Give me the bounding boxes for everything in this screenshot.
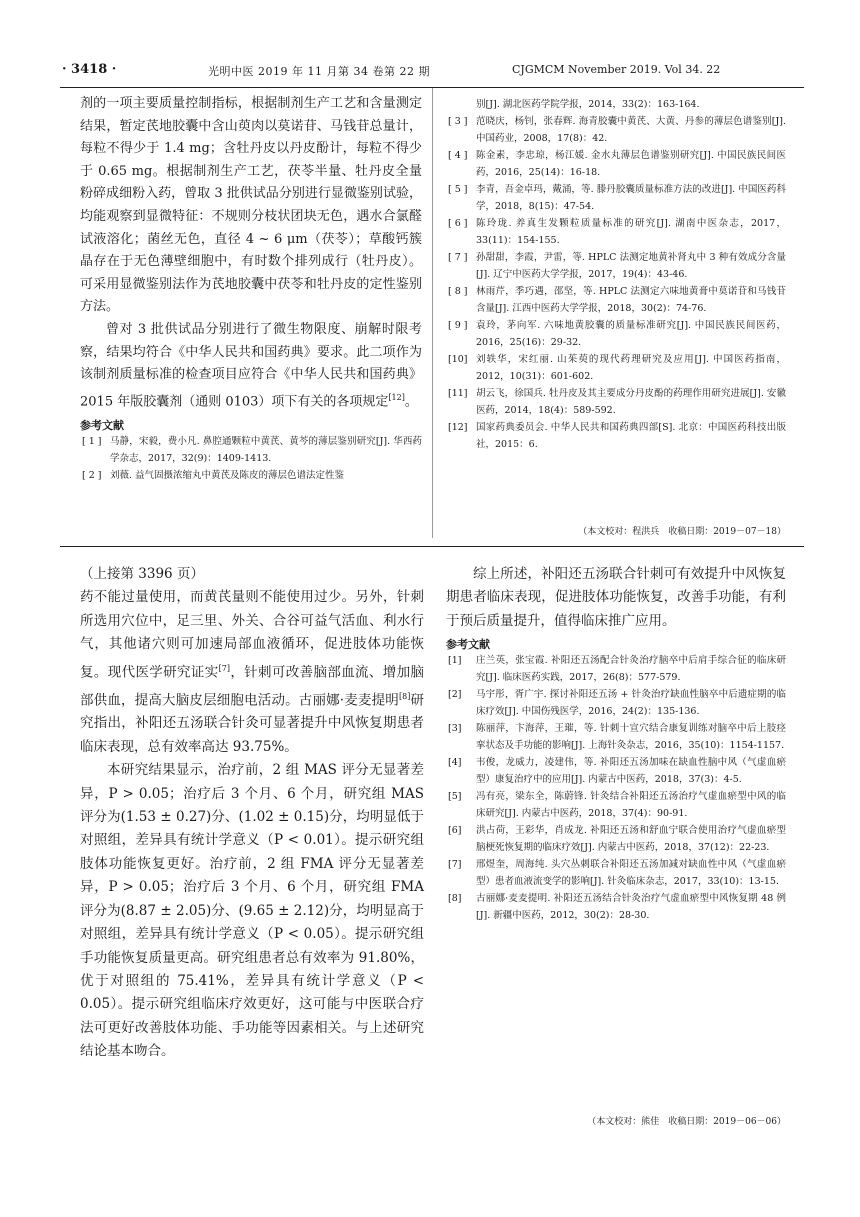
reference-text: 陈玲珑. 养真生发颗粒质量标准的研究[J]. 湖南中医杂志，2017，33(11)：154-155. [476,218,786,246]
reference-text: 古丽娜·麦麦提明. 补阳还五汤结合针灸治疗气虚血瘀型中风恢复期 48 例[J]. 新疆中医药，2012，30(2)：28-30. [476,893,786,922]
paragraph-text: 曾对 3 批供试品分别进行了微生物限度、崩解时限考察，结果均符合《中华人民共和国药典》要求。此二项作为该制剂质量标准的检查项目应符合《中华人民共和国药典》2015 年版胶囊剂（通则 0103）项下有关的各项规定 [80,321,422,410]
page-header [60,60,804,88]
reference-number: [12] [448,422,468,433]
reference-item [446,890,786,924]
reference-text: 陈丽萍，卞海萍，王璀，等. 针刺十宣穴结合康复训练对脑卒中后上肢痉挛状态及手功能的影响[J]. 上海针灸杂志，2016，35(10)：1154-1157. [476,723,786,752]
citation: [8] [398,691,411,701]
reference-text: 邢煜奎，周海纯. 头穴丛刺联合补阳还五汤加减对缺血性中风（气虚血瘀型）患者血液流变学的影响[J]. 针灸临床杂志，2017，33(10)：13-15. [476,859,786,888]
proofread-note: （本文校对：程洪兵 收稿日期：2019－07－18） [578,527,786,537]
reference-item [446,419,786,453]
references-heading: 参考文献 [446,638,490,652]
reference-text: 范晓庆，杨钊，张春辉. 海青胶囊中黄芪、大黄、丹参的薄层色谱鉴别[J]. 中国药业，2008，17(8)：42. [476,116,786,144]
reference-text: 刘薇. 益气固摄浓缩丸中黄芪及陈皮的薄层色谱法定性鉴 [110,469,345,481]
reference-number: [5] [448,791,462,803]
reference-item [446,351,786,385]
paragraph-text: 研究指出，补阳还五汤联合针灸可显著提升中风恢复期患者临床表现，总有效率高达 93.75%。 [80,692,425,755]
reference-text: 袁玲，茅向军. 六味地黄胶囊的质量标准研究[J]. 中国民族民间医药，2016，25(16)：29-32. [476,320,786,348]
reference-item [446,317,786,351]
reference-item [446,788,786,822]
reference-continuation [446,96,786,113]
journal-title-en: CJGMCM November 2019. Vol 34. 22 [512,63,721,76]
reference-number: [11] [448,388,468,399]
reference-text: 别[J]. 湖北医药学院学报，2014，33(2)：163-164. [476,99,700,110]
reference-number: [ 9 ] [448,320,468,331]
reference-text: 庄兰英，张宝霞. 补阳还五汤配合针灸治疗脑卒中后肩手综合征的临床研究[J]. 临床医药实践，2017，26(8)：577-579. [476,655,786,684]
reference-text: 林雨芹，季巧遇，邵坚，等. HPLC 法测定六味地黄膏中莫诺苷和马钱苷含量[J]. 江西中医药大学学报，2018，30(2)：74-76. [476,286,786,314]
paragraph-text: 药不能过量使用，而黄芪量则不能使用过少。另外，针刺所选用穴位中，足三里、外关、合谷可益气活血、利水行气，其他诸穴则可加速局部血液循环，促进肢体功能恢复。现代医学研究证实 [80,589,424,681]
reference-text: 陈金素，李忠琼，杨江媛. 金水丸薄层色谱鉴别研究[J]. 中国民族民间医药，2016，25(14)：16-18. [476,150,786,178]
reference-number: [8] [448,893,462,905]
reference-text: 李青，吾金卓玛，戴涌，等. 滕丹胶囊质量标准方法的改进[J]. 中国医药科学，2018，8(15)：47-54. [476,184,786,212]
top-left-column [80,93,422,484]
article-divider [60,546,804,547]
conclusion-paragraph: 综上所述，补阳还五汤联合针刺可有效提升中风恢复期患者临床表现，促进肢体功能恢复，改善手功能，有利于预后质量提升，值得临床推广应用。 [446,566,786,629]
proofread-note: （本文校对：熊佳 收稿日期：2019－06－06） [587,1117,786,1127]
paragraph: 本研究结果显示，治疗前，2 组 MAS 评分无显著差异，P > 0.05；治疗后 3 个月、6 个月，研究组 MAS 评分为(1.53 ± 0.27)分、(1.02 ± 0.15)分，均明显低于对照组，差异具有统计学意义（P < 0.01）。提示研究组肢体功能恢复更好。治疗前，2 组 FMA 评分无显著差异，P > 0.05；治疗后 3 个月、6 个月，研究组 FMA 评分为(8.87 ± 2.05)分、(9.65 ± 2.12)分，均明显高于对照组，差异具有统计学意义（P < 0.05）。提示研究组手功能恢复质量更高。研究组患者总有效率为 91.80%，优于对照组的 75.41%，差异具有统计学意义（P < 0.05）。提示研究组临床疗效更好，这可能与中医联合疗法可更好改善肢体功能、手功能等因素相关。与上述研究结论基本吻合。 [80,762,424,1060]
reference-number: [4] [448,757,462,769]
citation: [12] [388,392,405,402]
reference-number: [10] [448,354,468,365]
reference-number: [ 3 ] [448,116,468,127]
reference-item [446,181,786,215]
references-list [80,433,422,484]
reference-text: 冯有亮，梁东全，陈蔚锋. 针灸结合补阳还五汤治疗气虚血瘀型中风的临床研究[J]. 内蒙古中医药，2018，37(4)：90-91. [476,791,786,820]
reference-text: 国家药典委员会. 中华人民共和国药典四部[S]. 北京：中国医药科技出版社，2015：6. [476,422,786,450]
reference-number: [7] [448,859,462,871]
reference-number: [ 5 ] [448,184,468,195]
citation: [7] [218,663,230,673]
reference-number: [2] [448,689,462,701]
reference-text: 马静，宋毅，费小凡. 鼻腔通颗粒中黄芪、黄芩的薄层鉴别研究[J]. 华西药学杂志，2017，32(9)：1409-1413. [110,435,422,464]
reference-item [446,856,786,890]
reference-text: 孙甜甜，李霞，尹雷，等. HPLC 法测定地黄补肾丸中 3 种有效成分含量[J]. 辽宁中医药大学学报，2017，19(4)：43-46. [476,252,786,280]
reference-number: [ 6 ] [448,218,468,229]
paragraph [80,319,422,414]
reference-number: [3] [448,723,462,735]
column-divider [432,88,433,538]
reference-number: [ 2 ] [82,469,102,481]
reference-item [80,433,422,467]
references-heading: 参考文献 [80,418,124,432]
reference-item [446,113,786,147]
reference-item [446,754,786,788]
bottom-right-column [446,563,786,924]
reference-item [446,720,786,754]
bottom-left-column [80,563,424,1064]
reference-text: 洪占荷，王彩华，肖成龙. 补阳还五汤和舒血宁联合使用治疗气虚血瘀型脑梗死恢复期的临床疗效[J]. 内蒙古中医药，2018，37(12)：22-23. [476,825,786,854]
reference-item [446,385,786,419]
reference-number: [ 8 ] [448,286,468,297]
reference-text: 刘轶华，宋红丽. 山茱萸的现代药理研究及应用[J]. 中国医药指南，2012，10(31)：601-602. [476,354,786,382]
reference-item [446,249,786,283]
reference-number: [ 7 ] [448,252,468,263]
paragraph-text: ，针刺可改善脑部血流、增加脑部供血，提高大脑皮层细胞电活动。古丽娜·麦麦提明 [80,664,425,709]
reference-number: [1] [448,655,462,667]
reference-item [80,467,422,484]
continued-note: （上接第 3396 页） [80,566,204,582]
reference-item [446,215,786,249]
paragraph: 剂的一项主要质量控制指标，根据制剂生产工艺和含量测定结果，暂定芪地胶囊中含山萸肉以莫诺苷、马钱苷总量计，每粒不得少于 1.4 mg；含牡丹皮以丹皮酚计，每粒不得少于 0.65 mg。根据制剂生产工艺，茯苓半量、牡丹皮全量粉碎成细粉入药，曾取 3 批供试品分别进行显微鉴别试验，均能观察到显微特征：不规则分枝状团块无色，遇水合氯醛试液溶化；菌丝无色，直径 4 ~ 6 μm（茯苓）；草酸钙簇晶存在于无色薄壁细胞中，有时数个排列成行（牡丹皮）。可采用显微鉴别法作为芪地胶囊中茯苓和牡丹皮的定性鉴别方法。 [80,96,422,315]
paragraph-end: 。 [404,394,418,410]
top-right-column [446,96,786,453]
reference-item [446,822,786,856]
references-list [446,652,786,924]
reference-item [446,652,786,686]
reference-item [446,686,786,720]
reference-text: 韦俊，龙威力，凌建伟，等. 补阳还五汤加味在缺血性脑中风（气虚血瘀型）康复治疗中的应用[J]. 内蒙古中医药，2018，37(3)：4-5. [476,757,786,786]
reference-text: 马宇彤，胥广宇. 探讨补阳还五汤 + 针灸治疗缺血性脑卒中后遗症期的临床疗效[J]. 中国伤残医学，2016，24(2)：135-136. [476,689,786,718]
reference-text: 胡云飞，徐国兵. 牡丹皮及其主要成分丹皮酚的药理作用研究进展[J]. 安徽医药，2014，18(4)：589-592. [476,388,786,416]
reference-item [446,283,786,317]
reference-number: [6] [448,825,462,837]
reference-number: [ 4 ] [448,150,468,161]
page-number: · 3418 · [62,62,117,77]
reference-number: [ 1 ] [82,435,102,447]
journal-title-cn: 光明中医 2019 年 11 月第 34 卷第 22 期 [208,65,430,78]
reference-item [446,147,786,181]
paragraph [80,586,424,759]
